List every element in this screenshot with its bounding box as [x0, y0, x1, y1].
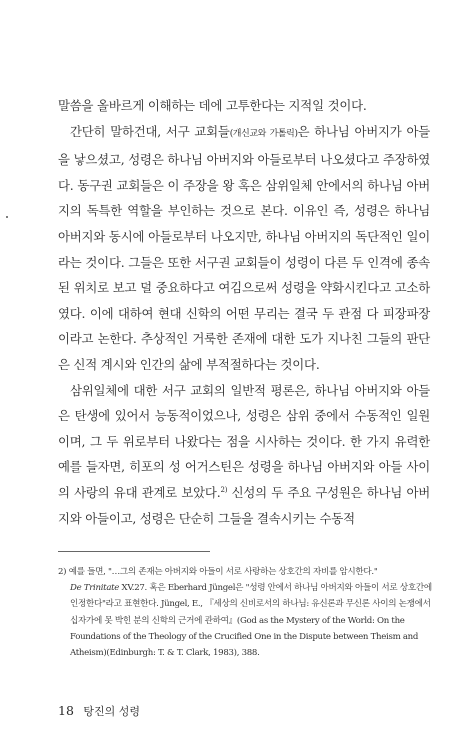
footnote-continuation — [58, 580, 432, 661]
page-number: 18 — [58, 703, 74, 718]
footnote-line-1: 예를 들면, "…그의 존재는 아버지와 아들이 서로 사랑하는 상호간의 자비를 암시한다." — [68, 567, 378, 577]
footnote-italic-title: De Trinitate — [70, 583, 120, 594]
running-title: 탕진의 성령 — [83, 705, 141, 718]
paragraph-3-text-start: 삼위일체에 대한 서구 교회의 일반적 평론은, 하나님 아버지와 아들은 탄생에 있어서 능동적이었으나, 성령은 삼위 중에서 수동적인 일원이며, 그 두 위로부터 나왔다는 점을 시사하는 것이다. 한 가지 유력한 예를 들자면, 히포의 성 어거스틴은 성령을 하나님 아버지와 아들 사이의 사랑의 유대 관계로 보았다. — [58, 382, 430, 500]
footnote-divider — [58, 551, 210, 552]
footnote-marker: 2) — [58, 567, 67, 577]
page-footer — [58, 703, 140, 719]
paragraph-1 — [58, 93, 430, 119]
paragraph-2-parenthetical: (개신교와 가톨릭) — [229, 128, 298, 139]
paragraph-2-text-rest: 은 하나님 아버지가 아들을 낳으셨고, 성령은 하나님 아버지와 아들로부터 나오셨다고 주장하였다. 동구권 교회들은 이 주장을 왕 혹은 삼위일체 안에서의 하나님 아버지의 독특한 역할을 부인하는 것으로 본다. 이유인 즉, 성령은 하나님 아버지와 동시에 아들로부터 나오지만, 하나님 아버지의 독단적인 일이라는 것이다. 그들은 또한 서구권 교회들이 성령이 다른 두 인격에 종속된 위치로 보고 덜 중요하다고 여김으로써 성령을 약화시킨다고 고소하였다. 이에 대하여 현대 신학의 어떤 무리는 결국 두 관점 다 피장파장이라고 논한다. 추상적인 거룩한 존재에 대한 도가 지나친 그들의 판단은 신적 계시와 인간의 삶에 부적절하다는 것이다. — [58, 123, 430, 372]
footnote-line-2: XV.27. 혹은 Eberhard Jüngel은 "성령 안에서 하나님 아버지와 아들이 서로 상호간에 인정한다"라고 표현한다. Jüngel, E., 『세상의 신비로서의 하나님: 유신론과 무신론 사이의 논쟁에서 십자가에 못 박힌 분의 신학의 근거에 관하여』(God as the Mystery of the World: On the Foundations of the Theology of the Crucified One in the Dispute between Theism and Atheism)(Edinburgh: T. & T. Clark, 1983), 388. — [70, 583, 432, 659]
paragraph-3-text-rest: 신성의 두 주요 구성원은 하나님 아버지와 아들이고, 성령은 단순히 그들을 결속시키는 수동적 — [58, 484, 430, 526]
footnote-reference[interactable]: 2) — [220, 485, 228, 494]
paragraph-1-text: 말씀을 올바르게 이해하는 데에 고투한다는 지적일 것이다. — [58, 98, 367, 113]
margin-dot — [6, 216, 8, 218]
body-text — [58, 93, 430, 531]
paragraph-2-text-start: 간단히 말하건대, 서구 교회들 — [70, 123, 230, 139]
paragraph-2 — [58, 119, 430, 378]
paragraph-3 — [58, 378, 430, 532]
footnote — [58, 564, 432, 661]
